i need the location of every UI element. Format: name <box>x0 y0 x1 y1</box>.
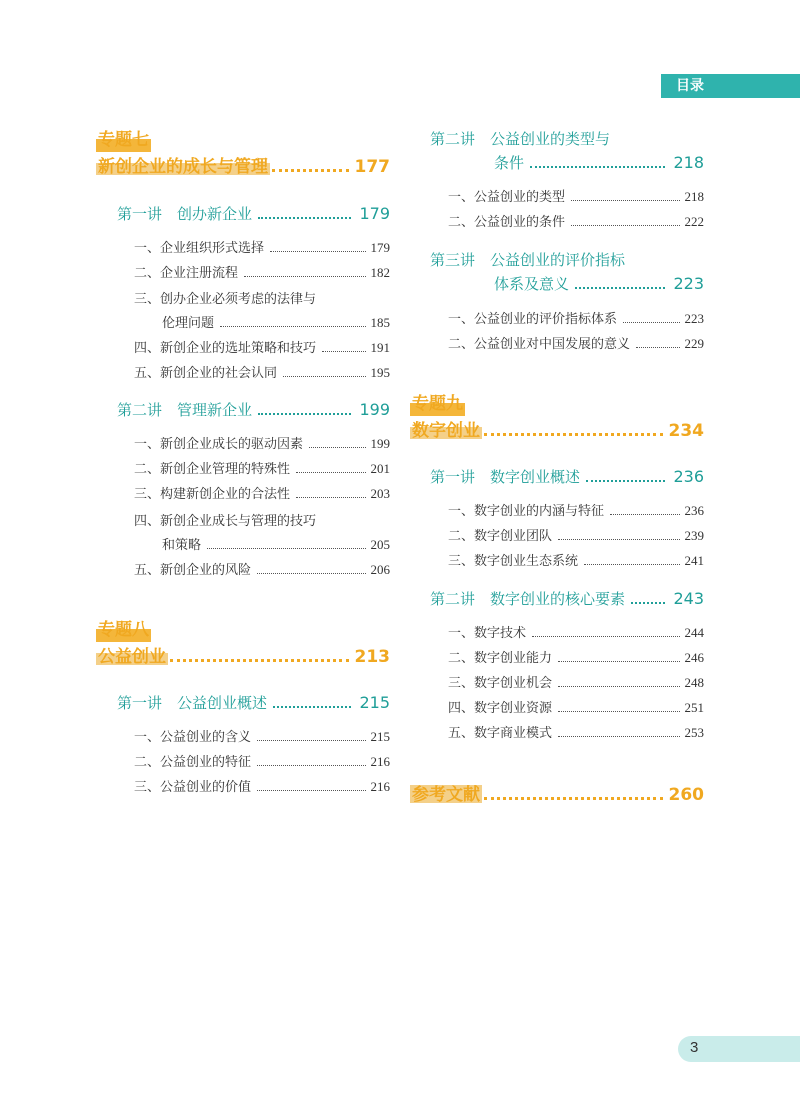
topic-entry[interactable]: 数字创业 234 <box>412 421 704 441</box>
topic-entry[interactable]: 新创企业的成长与管理 177 <box>98 157 390 177</box>
toc-item[interactable]: 三、公益创业的价值 216 <box>134 779 390 795</box>
lecture-entry[interactable]: 第一讲 公益创业概述 215 <box>117 693 390 712</box>
toc-item[interactable]: 和策略 205 <box>162 537 390 553</box>
toc-item[interactable]: 一、公益创业的评价指标体系 223 <box>448 311 704 327</box>
toc-item[interactable]: 伦理问题 185 <box>162 315 390 331</box>
toc-item-wrap[interactable]: 三、创办企业必须考虑的法律与 <box>134 292 317 307</box>
toc-item[interactable]: 一、公益创业的含义 215 <box>134 729 390 745</box>
page-number: 3 <box>690 1039 699 1056</box>
toc-item[interactable]: 四、新创企业的选址策略和技巧 191 <box>134 340 390 356</box>
topic-tag: 专题七 <box>98 130 149 150</box>
lecture-entry[interactable]: 第一讲 创办新企业 179 <box>117 204 390 223</box>
toc-item[interactable]: 五、数字商业模式 253 <box>448 725 704 741</box>
toc-item[interactable]: 三、数字创业机会 248 <box>448 675 704 691</box>
lecture-entry[interactable]: 条件 218 <box>494 153 704 172</box>
toc-item[interactable]: 二、数字创业能力 246 <box>448 650 704 666</box>
topic-entry[interactable]: 公益创业 213 <box>98 647 390 667</box>
toc-item[interactable]: 三、构建新创企业的合法性 203 <box>134 486 390 502</box>
toc-item[interactable]: 五、新创企业的风险 206 <box>134 562 390 578</box>
toc-item[interactable]: 二、公益创业的条件 222 <box>448 214 704 230</box>
section-tab: 目录 <box>661 74 800 98</box>
toc-item[interactable]: 一、公益创业的类型 218 <box>448 189 704 205</box>
lecture-entry[interactable]: 体系及意义 223 <box>494 274 704 293</box>
references-entry[interactable]: 参考文献 260 <box>412 785 704 805</box>
toc-item-wrap[interactable]: 四、新创企业成长与管理的技巧 <box>134 514 317 529</box>
lecture-entry[interactable]: 第二讲 管理新企业 199 <box>117 400 390 419</box>
lecture-entry[interactable]: 第一讲 数字创业概述 236 <box>430 467 704 486</box>
toc-item[interactable]: 一、数字创业的内涵与特征 236 <box>448 503 704 519</box>
topic-tag: 专题八 <box>98 620 149 640</box>
page-number-badge <box>678 1036 800 1062</box>
toc-item[interactable]: 二、企业注册流程 182 <box>134 265 390 281</box>
toc-item[interactable]: 一、数字技术 244 <box>448 625 704 641</box>
lecture-entry-line1[interactable]: 第二讲 公益创业的类型与 <box>430 130 611 148</box>
toc-item[interactable]: 五、新创企业的社会认同 195 <box>134 365 390 381</box>
toc-item[interactable]: 二、公益创业的特征 216 <box>134 754 390 770</box>
toc-item[interactable]: 三、数字创业生态系统 241 <box>448 553 704 569</box>
lecture-entry[interactable]: 第二讲 数字创业的核心要素 243 <box>430 589 704 608</box>
toc-item[interactable]: 二、数字创业团队 239 <box>448 528 704 544</box>
toc-item[interactable]: 二、新创企业管理的特殊性 201 <box>134 461 390 477</box>
lecture-entry-line1[interactable]: 第三讲 公益创业的评价指标 <box>430 251 626 269</box>
toc-item[interactable]: 一、新创企业成长的驱动因素 199 <box>134 436 390 452</box>
toc-item[interactable]: 二、公益创业对中国发展的意义 229 <box>448 336 704 352</box>
topic-tag: 专题九 <box>412 394 463 414</box>
toc-item[interactable]: 四、数字创业资源 251 <box>448 700 704 716</box>
toc-item[interactable]: 一、企业组织形式选择 179 <box>134 240 390 256</box>
